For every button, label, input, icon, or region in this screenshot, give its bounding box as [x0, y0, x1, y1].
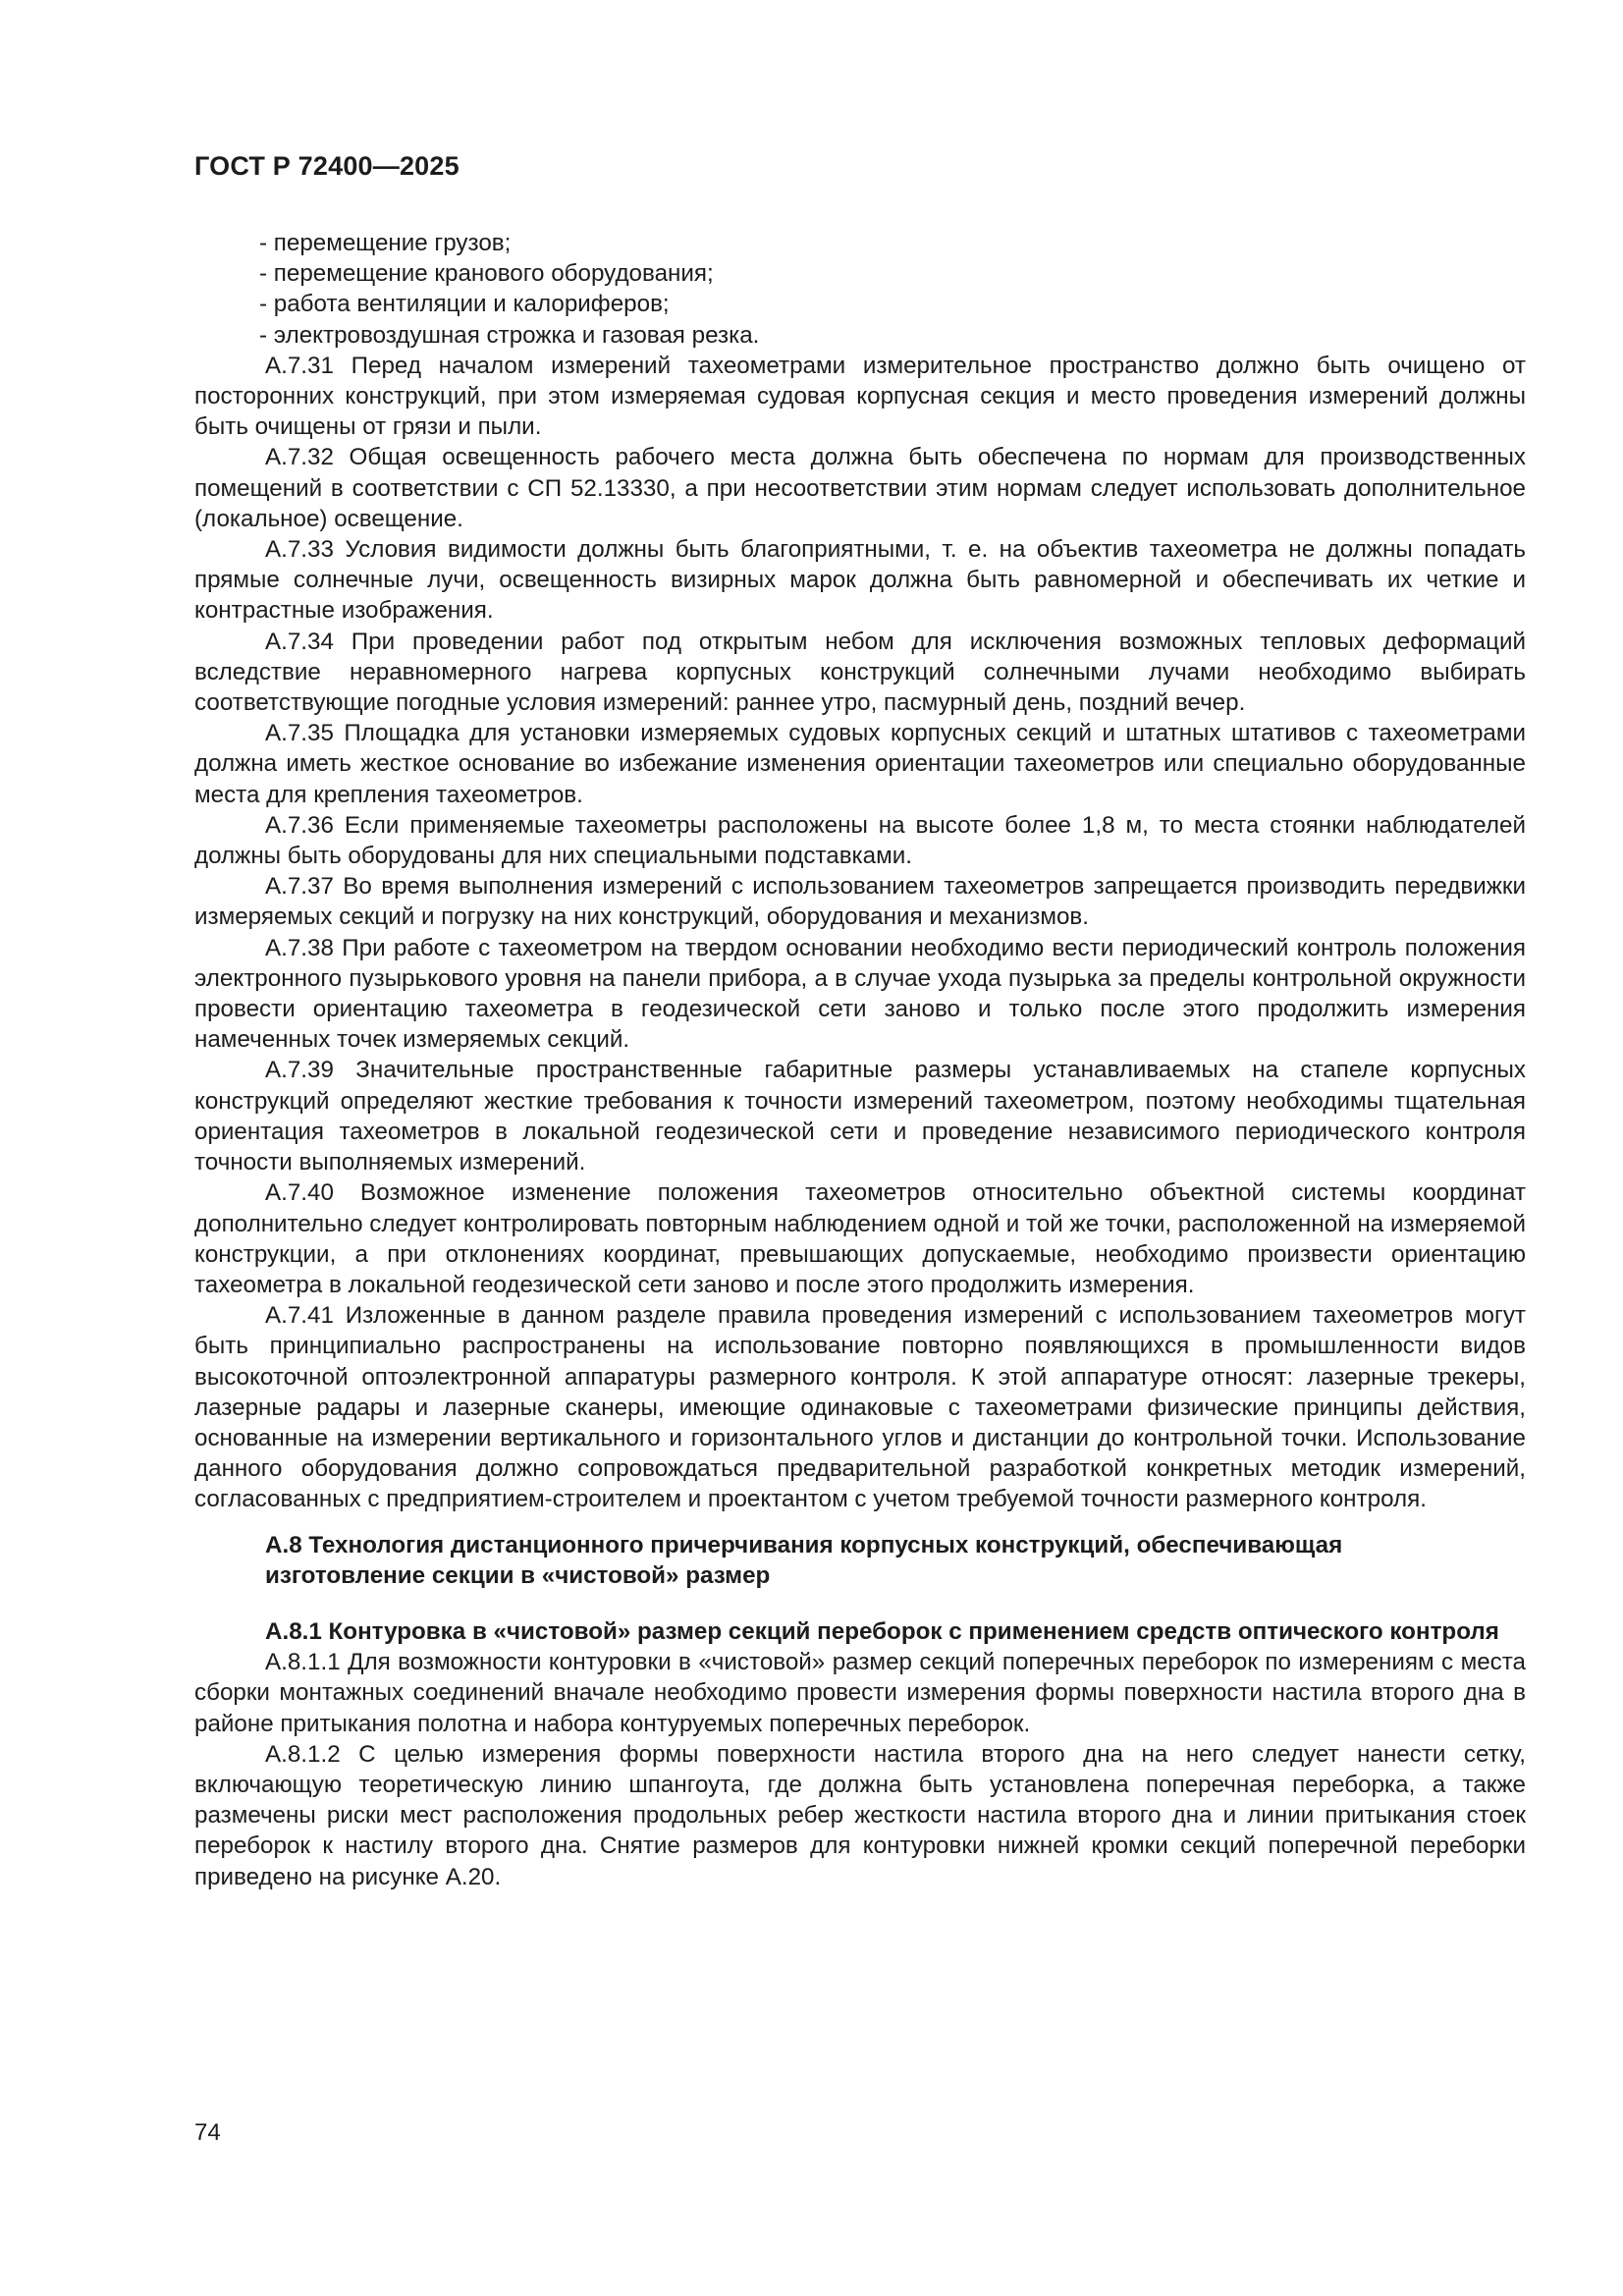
- paragraph-a-7-38: А.7.38 При работе с тахеометром на твердом основании необходимо вести периодический контроль положения электронного пузырькового уровня на панели прибора, а в случае ухода пузырька за пределы контрольной окружности провести ориентацию тахеометра в геодезической сети заново и только после этого продолжить измерения намеченных точек измеряемых секций.: [194, 934, 1526, 1054]
- paragraph-a-7-36: А.7.36 Если применяемые тахеометры расположены на высоте более 1,8 м, то места стоянки наблюдателей должны быть оборудованы для них специальными подставками.: [194, 811, 1526, 870]
- list-item: - перемещение грузов;: [259, 230, 512, 256]
- subsection-heading-a-8-1: А.8.1 Контуровка в «чистовой» размер секций переборок с применением средств оптического контроля: [265, 1617, 1499, 1645]
- paragraph-a-8-1-1: А.8.1.1 Для возможности контуровки в «чистовой» размер секций поперечных переборок по измерениям с места сборки монтажных соединений вначале необходимо провести измерения формы поверхности настила второго дна в районе притыкания полотна и набора контуруемых поперечных переборок.: [194, 1649, 1526, 1737]
- paragraph-a-7-32: А.7.32 Общая освещенность рабочего места должна быть обеспечена по нормам для производственных помещений в соответствии с СП 52.13330, а при несоответствии этим нормам следует использовать дополнительное (локальное) освещение.: [194, 444, 1526, 532]
- paragraph-a-7-37: А.7.37 Во время выполнения измерений с использованием тахеометров запрещается производить передвижки измеряемых секций и погрузку на них конструкций, оборудования и механизмов.: [194, 873, 1526, 931]
- section-heading-a-8: А.8 Технология дистанционного причерчивания корпусных конструкций, обеспечивающая изготовление секции в «чистовой» размер: [265, 1531, 1343, 1589]
- paragraph-a-7-39: А.7.39 Значительные пространственные габаритные размеры устанавливаемых на стапеле корпусных конструкций определяют жесткие требования к точности измерений тахеометром, поэтому необходимы тщательная ориентация тахеометров в локальной геодезической сети и проведение независимого периодического контроля точности выполняемых измерений.: [194, 1057, 1526, 1176]
- page-number: 74: [194, 2119, 221, 2146]
- paragraph-a-7-41: А.7.41 Изложенные в данном разделе правила проведения измерений с использованием тахеометров могут быть принципиально распространены на использование повторно появляющихся в промышленности видов высокоточной оптоэлектронной аппаратуры размерного контроля. К этой аппаратуре относят: лазерные трекеры, лазерные радары и лазерные сканеры, имеющие одинаковые с тахеометрами физические принципы действия, основанные на измерении вертикального и горизонтального углов и дистанции до контрольной точки. Использование данного оборудования должно сопровождаться предварительной разработкой конкретных методик измерений, согласованных с предприятием-строителем и проектантом с учетом требуемой точности размерного контроля.: [194, 1302, 1526, 1513]
- paragraph-a-7-31: А.7.31 Перед началом измерений тахеометрами измерительное пространство должно быть очищено от посторонних конструкций, при этом измеряемая судовая корпусная секция и место проведения измерений должны быть очищены от грязи и пыли.: [194, 352, 1526, 441]
- paragraph-a-7-40: А.7.40 Возможное изменение положения тахеометров относительно объектной системы координат дополнительно следует контролировать повторным наблюдением одной и той же точки, расположенной на измеряемой конструкции, а при отклонениях координат, превышающих допускаемые, необходимо произвести ориентацию тахеометра в локальной геодезической сети заново и после этого продолжить измерения.: [194, 1179, 1526, 1298]
- paragraph-a-7-35: А.7.35 Площадка для установки измеряемых судовых корпусных секций и штатных штативов с тахеометрами должна иметь жесткое основание во избежание изменения ориентации тахеометров или специально оборудованные места для крепления тахеометров.: [194, 720, 1526, 808]
- document-body: [194, 228, 1526, 1892]
- list-item: - перемещение кранового оборудования;: [259, 260, 714, 288]
- list-item: - работа вентиляции и калориферов;: [259, 291, 670, 318]
- paragraph-a-7-34: А.7.34 При проведении работ под открытым небом для исключения возможных тепловых деформаций вследствие неравномерного нагрева корпусных конструкций солнечными лучами необходимо выбирать соответствующие погодные условия измерений: раннее утро, пасмурный день, поздний вечер.: [194, 628, 1526, 717]
- paragraph-a-7-33: А.7.33 Условия видимости должны быть благоприятными, т. е. на объектив тахеометра не должны попадать прямые солнечные лучи, освещенность визирных марок должна быть равномерной и обеспечивать их четкие и контрастные изображения.: [194, 536, 1526, 625]
- document-header: ГОСТ Р 72400—2025: [194, 151, 460, 181]
- list-item: - электровоздушная строжка и газовая резка.: [259, 321, 760, 349]
- paragraph-a-8-1-2: А.8.1.2 С целью измерения формы поверхности настила второго дна на него следует нанести сетку, включающую теоретическую линию шпангоута, где должна быть установлена поперечная переборка, а также размечены риски мест расположения продольных ребер жесткости настила второго дна и линии притыкания стоек переборок к настилу второго дна. Снятие размеров для контуровки нижней кромки секций поперечной переборки приведено на рисунке А.20.: [194, 1740, 1526, 1890]
